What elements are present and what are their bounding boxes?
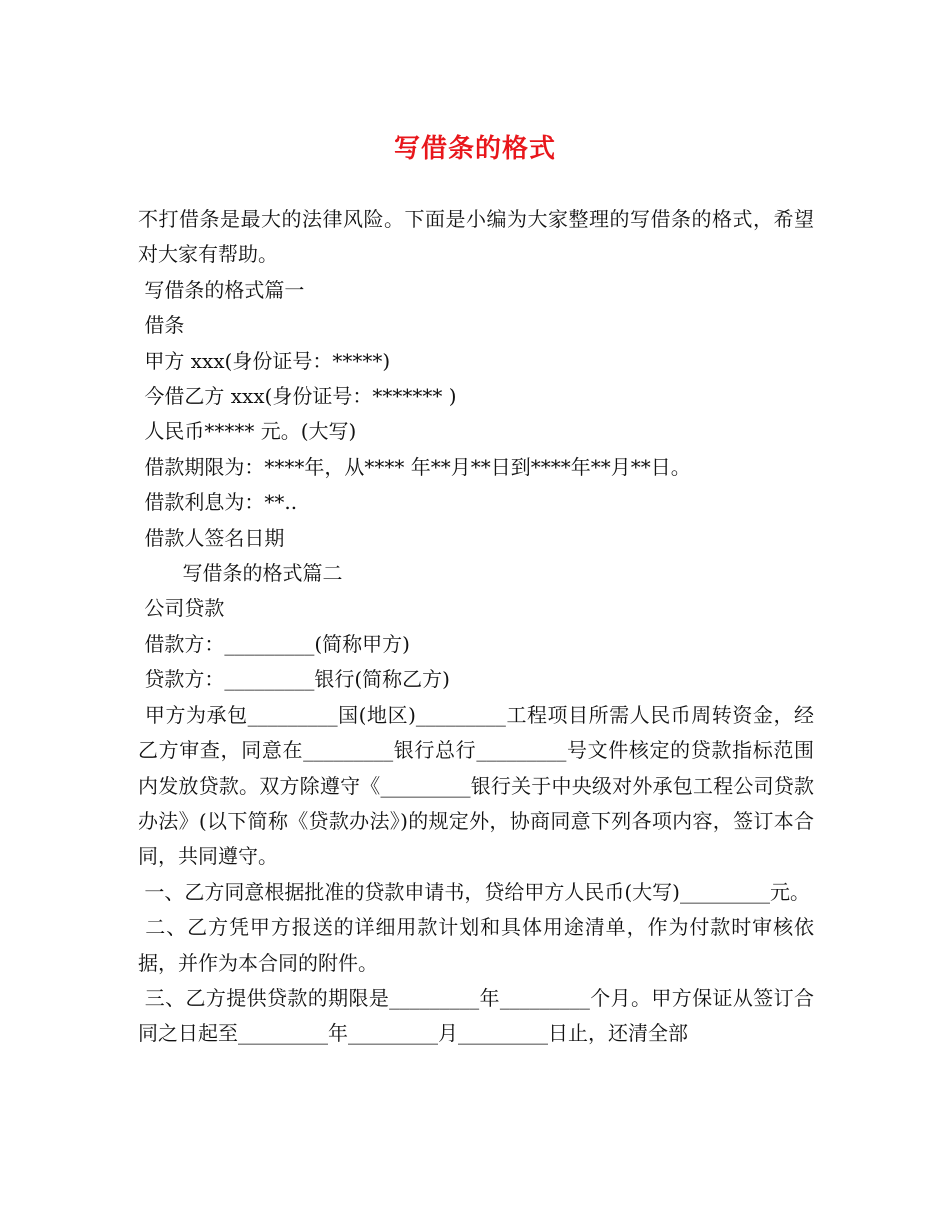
document-body	[138, 202, 814, 1052]
section-heading-one: 写借条的格式篇一	[138, 277, 305, 302]
section-heading-two: 写借条的格式篇二	[138, 561, 343, 586]
borrower-line: 借款方：_________(简称甲方)	[138, 631, 410, 656]
clause-two: 二、乙方凭甲方报送的详细用款计划和具体用途清单，作为付款时审核依据，并作为本合同的附件。	[138, 915, 815, 975]
clause-one: 一、乙方同意根据批准的贷款申请书，贷给甲方人民币(大写)_________元。	[138, 879, 810, 904]
party-a-line: 甲方 xxx(身份证号：*****)	[138, 348, 391, 373]
company-loan-heading: 公司贷款	[138, 596, 225, 621]
interest-line: 借款利息为：**..	[138, 490, 298, 515]
borrow-from-party-b-line: 今借乙方 xxx(身份证号：******* )	[138, 384, 457, 409]
clause-three: 三、乙方提供贷款的期限是_________年_________个月。甲方保证从签订合同之日起至_________年_________月_________日止，还清全部	[138, 985, 815, 1046]
contract-preamble: 甲方为承包_________国(地区)_________工程项目所需人民币周转资金，经乙方审查，同意在_________银行总行_________号文件核定的贷款指标范围内发放贷款。双方除遵守《_________银行关于中央级对外承包工程公司贷款办法》(以下简称《贷款办法》)的规定外，协商同意下列各项内容，签订本合同，共同遵守。	[138, 702, 815, 869]
loan-term-line: 借款期限为：****年，从**** 年**月**日到****年**月**日。	[138, 454, 691, 479]
intro-paragraph: 不打借条是最大的法律风险。下面是小编为大家整理的写借条的格式，希望对大家有帮助。	[138, 207, 814, 267]
iou-heading: 借条	[138, 313, 185, 338]
signature-date-line: 借款人签名日期	[138, 525, 285, 550]
lender-line: 贷款方：_________银行(简称乙方)	[138, 667, 450, 692]
amount-line: 人民币***** 元。(大写)	[138, 419, 357, 444]
document-title: 写借条的格式	[393, 134, 556, 164]
